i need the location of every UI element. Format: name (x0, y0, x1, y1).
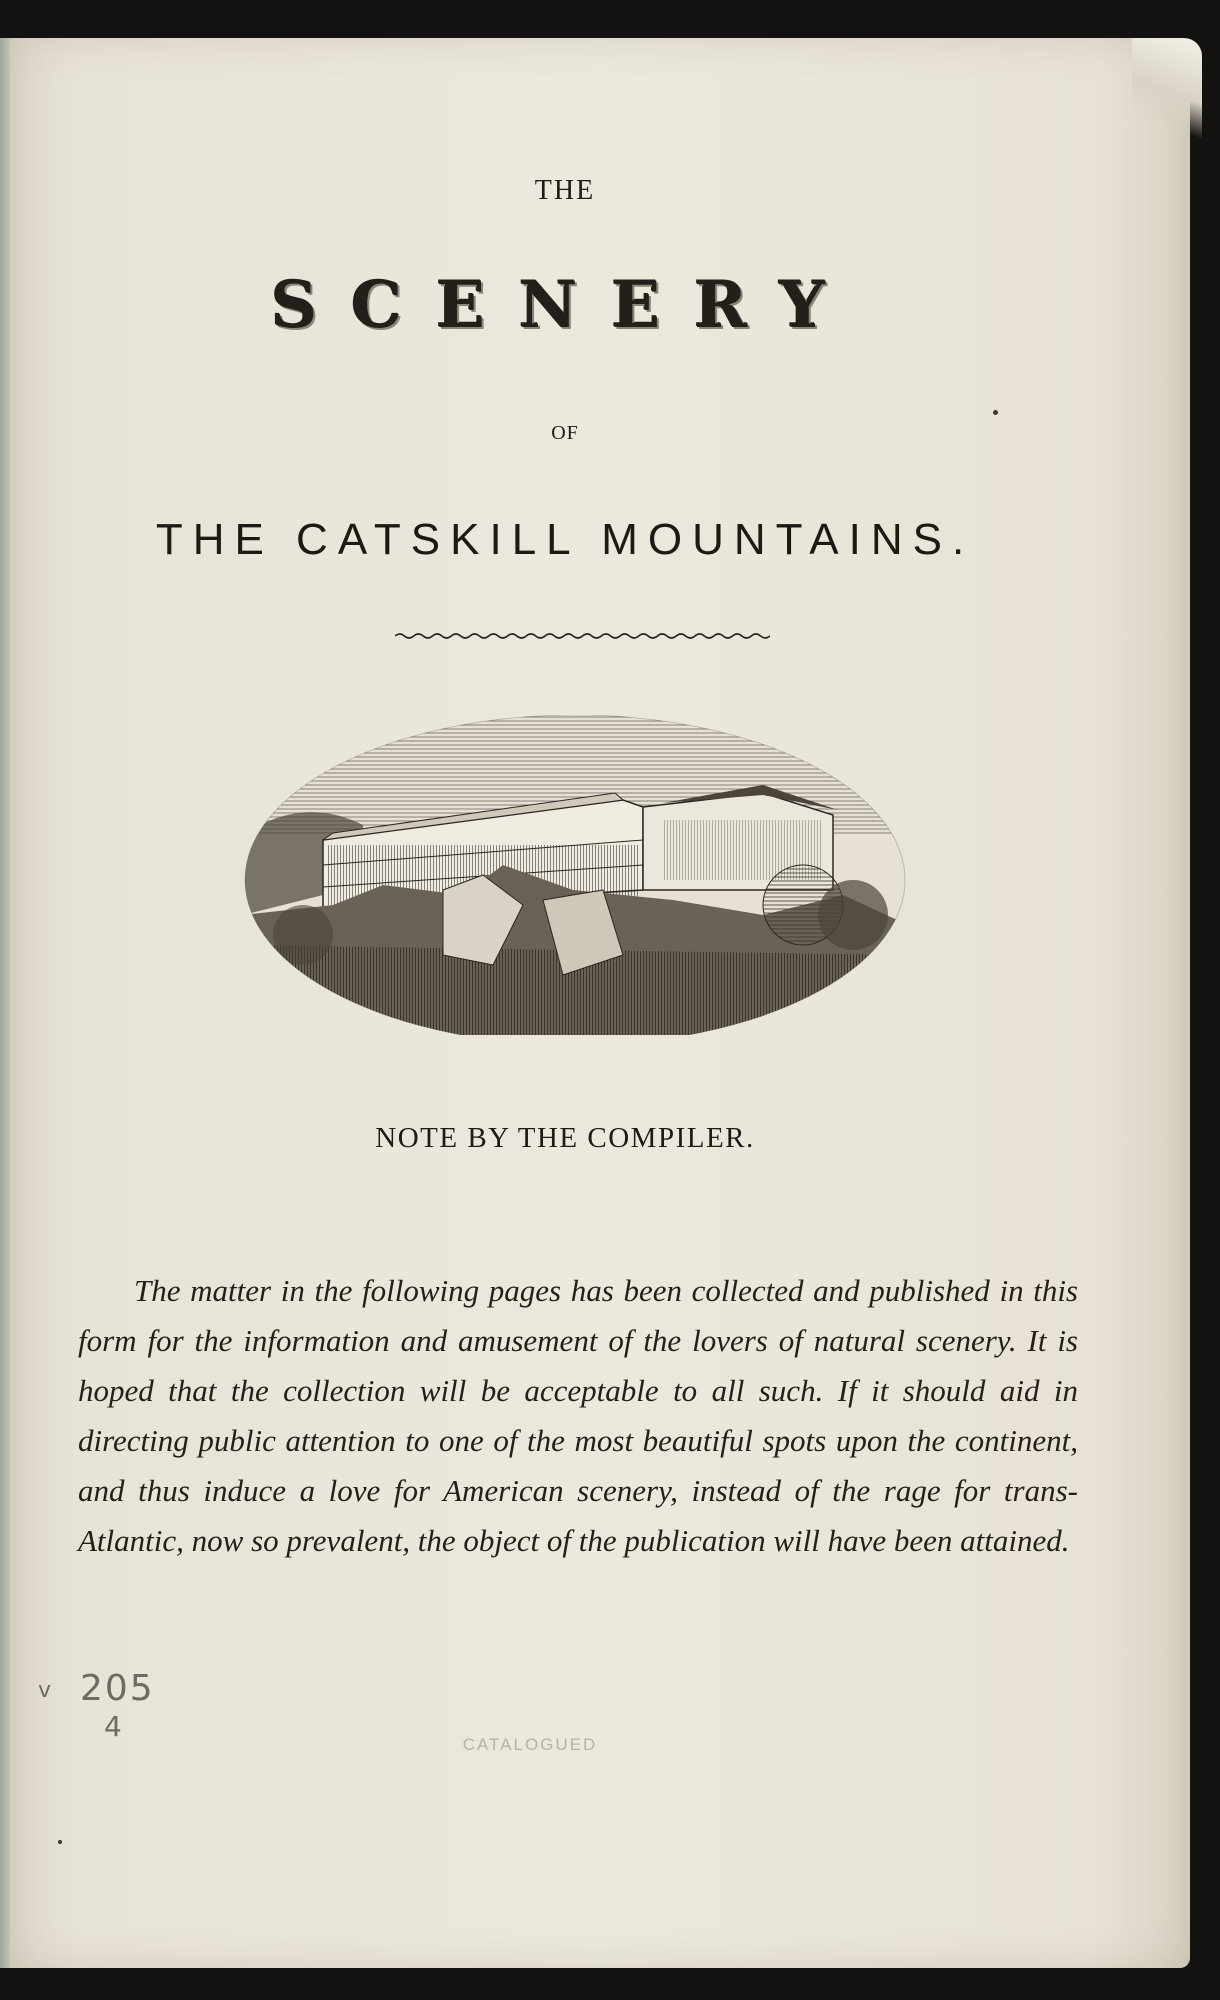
title-the: THE (534, 175, 596, 206)
mountain-house-engraving (243, 715, 908, 1035)
catalogued-stamp: CATALOGUED (462, 1735, 598, 1754)
paper-speck (993, 410, 998, 415)
title-of: OF (551, 422, 579, 444)
title-scenery: SCENERY (270, 268, 860, 343)
pencil-check-mark: v (38, 1678, 52, 1703)
note-body-paragraph: The matter in the following pages has been collected and published in this form for the information and amusement of the lovers of natural scenery. It is hoped that the collection will be acceptable to all such. If it should aid in directing public attention to one of the most beautiful spots upon the continent, and thus induce a love for American scenery, instead of the rage for trans-Atlantic, now so prevalent, the object of the publication will have been attained. (78, 1273, 1078, 1558)
title-catskill-mountains: THE CATSKILL MOUNTAINS. (155, 515, 975, 564)
pencil-annotation (38, 1668, 178, 1758)
pencil-number: 205 (80, 1668, 155, 1709)
note-heading: NOTE BY THE COMPILER. (375, 1122, 755, 1154)
paper-speck (58, 1840, 62, 1844)
wavy-rule-divider (395, 630, 770, 642)
pencil-subnumber: 4 (104, 1710, 122, 1743)
